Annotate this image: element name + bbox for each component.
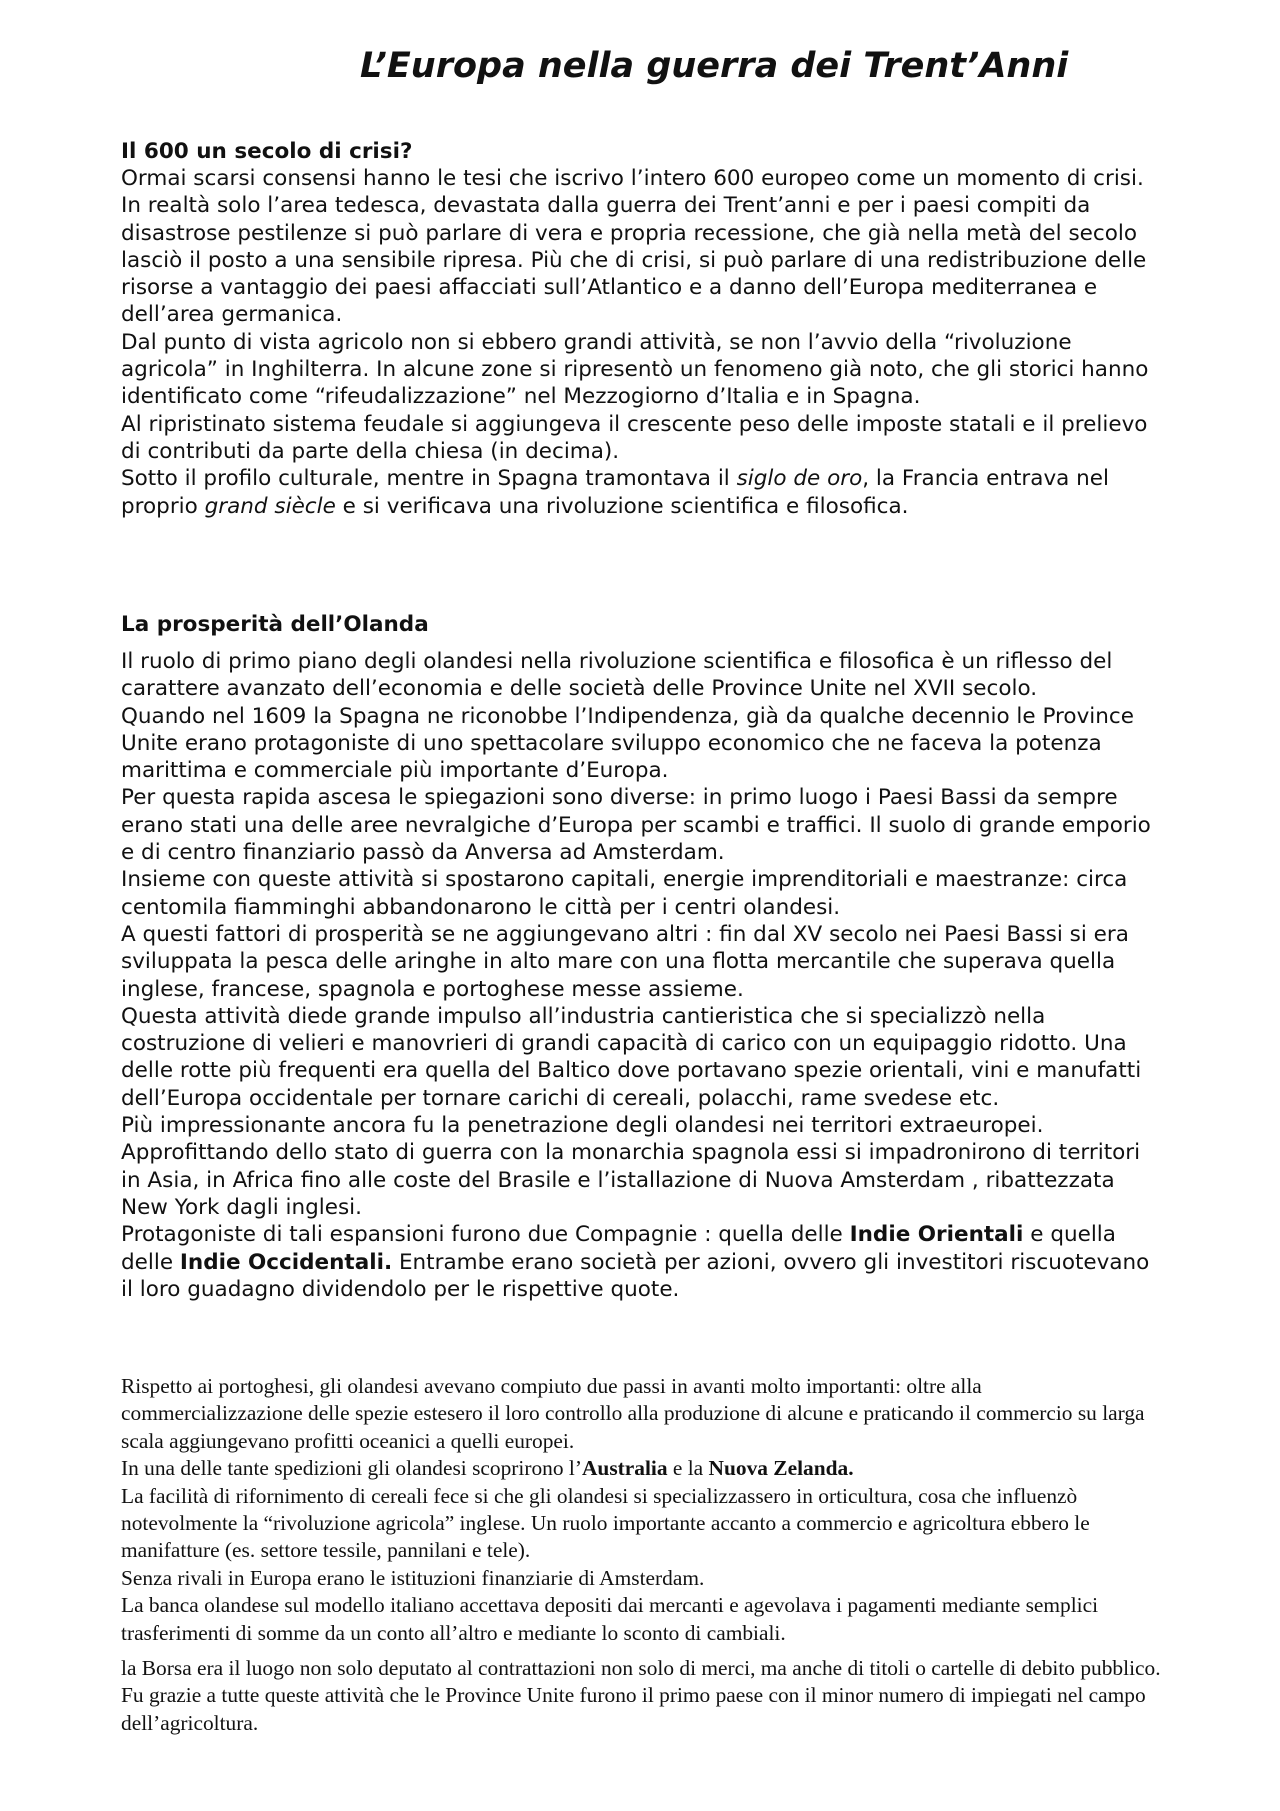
text-run: e si verificava una rivoluzione scientifica e filosofica.: [335, 493, 909, 519]
paragraph: Per questa rapida ascesa le spiegazioni sono diverse: in primo luogo i Paesi Bassi da sempre erano stati una delle aree nevralgiche d’Europa per scambi e traffici. Il suolo di grande emporio e di centro finanziario passò da Anversa ad Amsterdam.: [121, 785, 1151, 866]
text-run: Entrambe erano società per azioni, ovvero gli investitori riscuotevano il loro guadagno dividendolo per le rispettive quote.: [121, 1249, 1150, 1302]
section-crisi: [121, 138, 1161, 520]
italic-term-siglo-de-oro: siglo de oro: [736, 466, 863, 492]
bold-term-nuova-zelanda: Nuova Zelanda.: [708, 1456, 854, 1481]
paragraph: Più impressionante ancora fu la penetrazione degli olandesi nei territori extraeuropei. Approfittando dello stato di guerra con la monarchia spagnola essi si impadronirono di territori in Asia, in Africa fino alle coste del Brasile e l’istallazione di Nuova Amsterdam , ribattezzata New York dagli inglesi.: [121, 1113, 1141, 1220]
paragraph: Al ripristinato sistema feudale si aggiungeva il crescente peso delle imposte statali e il prelievo di contributi da parte della chiesa (in decima).: [121, 411, 1148, 464]
paragraph: Senza rivali in Europa erano le istituzioni finanziarie di Amsterdam.: [121, 1565, 705, 1590]
text-run: In una delle tante spedizioni gli olandesi scoprirono l’: [121, 1456, 582, 1481]
paragraph: Fu grazie a tutte queste attività che le Province Unite furono il primo paese con il minor numero di impiegati nel campo dell’agricoltura.: [121, 1683, 1146, 1735]
paragraph: In realtà solo l’area tedesca, devastata dalla guerra dei Trent’anni e per i paesi compiti da disastrose pestilenze si può parlare di vera e propria recessione, che già nella metà del secolo lasciò il posto a una sensibile ripresa. Più che di crisi, si può parlare di una redistribuzione delle risorse a vantaggio dei paesi affacciati sull’Atlantico e a danno dell’Europa mediterranea e dell’area germanica.: [121, 193, 1147, 328]
text-run: e quella delle: [121, 1222, 1116, 1275]
paragraph: Questa attività diede grande impulso all’industria cantieristica che si specializzò nella costruzione di velieri e manovrieri di grandi capacità di carico con un equipaggio ridotto. Una delle rotte più frequenti era quella del Baltico dove portavano spezie orientali, vini e manufatti dell’Europa occidentale per tornare carichi di cereali, polacchi, rame svedese etc.: [121, 1003, 1142, 1111]
paragraph: Quando nel 1609 la Spagna ne riconobbe l’Indipendenza, già da qualche decennio le Province Unite erano protagoniste di uno spettacolare sviluppo economico che ne faceva la potenza marittima e commerciale più importante d’Europa.: [121, 703, 1134, 784]
italic-term-grand-siecle: grand siècle: [204, 493, 336, 519]
bold-term-australia: Australia: [581, 1456, 668, 1481]
paragraph: Insieme con queste attività si spostarono capitali, energie imprenditoriali e maestranze: circa centomila fiamminghi abbandonarono le città per i centri olandesi.: [121, 867, 1128, 920]
paragraph: La banca olandese sul modello italiano accettava depositi dai mercanti e agevolava i pagamenti mediante semplici trasferimenti di somme da un conto all’altro e mediante lo sconto di cambiali.: [121, 1593, 1099, 1645]
paragraph: [121, 1455, 1161, 1482]
text-run: , la Francia entrava nel proprio: [121, 466, 1110, 519]
page-title: L’Europa nella guerra dei Trent’Anni: [360, 46, 1069, 86]
paragraph: Rispetto ai portoghesi, gli olandesi avevano compiuto due passi in avanti molto importanti: oltre alla commercializzazione delle spezie estesero il loro controllo alla produzione di alcune e praticando il commercio su larga scala aggiungevano profitti oceanici a quelli europei.: [121, 1374, 1145, 1453]
text-run: Protagoniste di tali espansioni furono due Compagnie : quella delle: [121, 1222, 850, 1248]
text-run: e la: [667, 1456, 709, 1481]
paragraph: Dal punto di vista agricolo non si ebbero grandi attività, se non l’avvio della “rivoluzione agricola” in Inghilterra. In alcune zone si ripresentò un fenomeno già noto, che gli storici hanno identificato come “rifeudalizzazione” nel Mezzogiorno d’Italia e in Spagna.: [121, 329, 1149, 410]
paragraph: [121, 1221, 1161, 1303]
section-heading-crisi: Il 600 un secolo di crisi?: [121, 139, 413, 164]
paragraph: la Borsa era il luogo non solo deputato al contrattazioni non solo di merci, ma anche di titoli o cartelle di debito pubblico.: [121, 1656, 1161, 1681]
text-run: Sotto il profilo culturale, mentre in Spagna tramontava il: [121, 466, 737, 492]
paragraph: A questi fattori di prosperità se ne aggiungevano altri : fin dal XV secolo nei Paesi Bassi si era sviluppata la pesca delle aringhe in alto mare con una flotta mercantile che superava quella inglese, francese, spagnola e portoghese messe assieme.: [121, 921, 1129, 1002]
paragraph: La facilità di rifornimento di cereali fece si che gli olandesi si specializzassero in orticultura, cosa che influenzò notevolmente la “rivoluzione agricola” inglese. Un ruolo importante accanto a commercio e agricoltura ebbero le manifatture (es. settore tessile, pannilani e tele).: [121, 1483, 1090, 1563]
bold-term-indie-occidentali: Indie Occidentali.: [179, 1249, 393, 1275]
bold-term-indie-orientali: Indie Orientali: [849, 1222, 1024, 1248]
paragraph: Ormai scarsi consensi hanno le tesi che iscrivo l’intero 600 europeo come un momento di crisi.: [121, 166, 1144, 191]
section-olanda-continued: [121, 1373, 1161, 1737]
section-olanda: [121, 611, 1161, 1303]
section-heading-olanda: La prosperità dell’Olanda: [121, 612, 429, 637]
paragraph: Il ruolo di primo piano degli olandesi nella rivoluzione scientifica e filosofica è un riflesso del carattere avanzato dell’economia e delle società delle Province Unite nel XVII secolo.: [121, 649, 1113, 702]
paragraph: [121, 465, 1161, 520]
